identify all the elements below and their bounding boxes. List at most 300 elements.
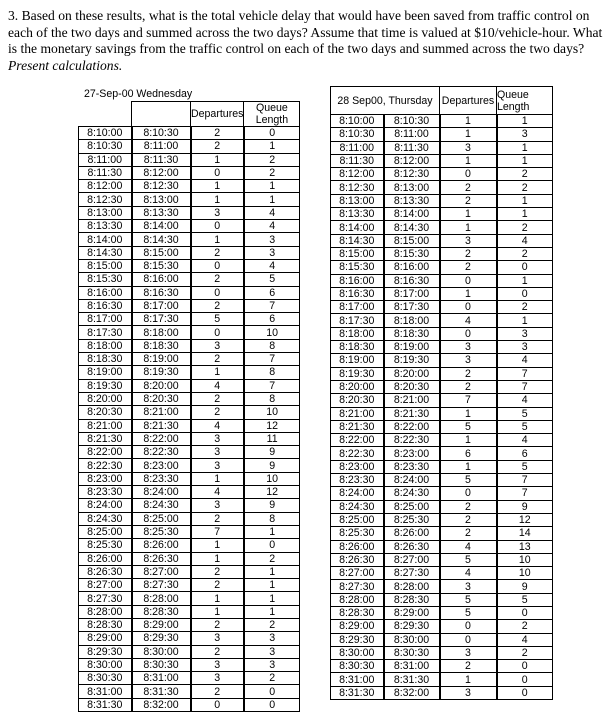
- departures-cell: 1: [440, 221, 497, 234]
- departures-cell: 1: [440, 460, 497, 473]
- departures-cell: 3: [440, 234, 497, 247]
- start-time-cell: 8:22:00: [79, 446, 132, 459]
- start-time-cell: 8:31:30: [331, 686, 384, 699]
- start-time-cell: 8:23:00: [79, 472, 132, 485]
- end-time-cell: 8:20:00: [132, 379, 191, 392]
- departures-cell: 1: [440, 128, 497, 141]
- departures-cell: 4: [440, 314, 497, 327]
- departures-cell: 5: [440, 474, 497, 487]
- queue-length-cell: 1: [244, 605, 300, 618]
- start-time-cell: 8:17:00: [331, 301, 384, 314]
- queue-length-cell: 0: [244, 685, 300, 698]
- queue-length-cell: 7: [244, 299, 300, 312]
- queue-length-cell: 11: [244, 432, 300, 445]
- start-time-cell: 8:16:00: [331, 274, 384, 287]
- wednesday-table: [78, 101, 300, 712]
- table-row: [331, 327, 553, 340]
- end-time-cell: 8:12:00: [384, 154, 440, 167]
- departures-cell: 2: [191, 273, 244, 286]
- departures-cell: 2: [191, 579, 244, 592]
- table-row: [331, 407, 553, 420]
- departures-cell: 1: [440, 115, 497, 128]
- end-time-cell: 8:25:00: [132, 512, 191, 525]
- end-time-cell: 8:23:30: [384, 460, 440, 473]
- departures-cell: 0: [191, 220, 244, 233]
- start-time-cell: 8:31:00: [79, 685, 132, 698]
- table-row: [79, 432, 300, 445]
- end-time-cell: 8:17:30: [132, 313, 191, 326]
- start-time-cell: 8:29:00: [79, 632, 132, 645]
- queue-length-cell: 6: [244, 286, 300, 299]
- queue-length-cell: 8: [244, 392, 300, 405]
- departures-cell: 3: [440, 686, 497, 699]
- left-table-title: 27-Sep-00 Wednesday: [84, 88, 193, 100]
- departures-cell: 2: [440, 500, 497, 513]
- end-time-cell: 8:18:00: [132, 326, 191, 339]
- end-time-cell: 8:16:30: [384, 274, 440, 287]
- table-row: [79, 446, 300, 459]
- departures-cell: 1: [440, 287, 497, 300]
- end-time-cell: 8:22:30: [384, 434, 440, 447]
- departures-cell: 2: [440, 367, 497, 380]
- departures-cell: 3: [191, 446, 244, 459]
- end-time-cell: 8:11:30: [132, 153, 191, 166]
- queue-length-cell: 7: [497, 474, 553, 487]
- table-row: [79, 299, 300, 312]
- start-time-cell: 8:22:30: [79, 459, 132, 472]
- header-row: [331, 87, 553, 115]
- departures-cell: 2: [191, 392, 244, 405]
- end-time-cell: 8:15:00: [384, 234, 440, 247]
- table-row: [79, 353, 300, 366]
- end-time-cell: 8:31:00: [132, 672, 191, 685]
- departures-cell: 3: [440, 580, 497, 593]
- queue-length-cell: 1: [497, 274, 553, 287]
- departures-cell: 3: [191, 206, 244, 219]
- header-queue-length: Queue Length: [497, 87, 553, 115]
- start-time-cell: 8:16:30: [79, 299, 132, 312]
- table-row: [331, 646, 553, 659]
- departures-cell: 1: [191, 153, 244, 166]
- start-time-cell: 8:24:00: [79, 499, 132, 512]
- table-row: [331, 474, 553, 487]
- table-row: [79, 166, 300, 179]
- end-time-cell: 8:25:00: [384, 500, 440, 513]
- departures-cell: 1: [191, 552, 244, 565]
- end-time-cell: 8:31:00: [384, 660, 440, 673]
- departures-cell: 4: [191, 419, 244, 432]
- end-time-cell: 8:27:00: [132, 565, 191, 578]
- table-row: [331, 500, 553, 513]
- departures-cell: 2: [440, 261, 497, 274]
- end-time-cell: 8:24:30: [384, 487, 440, 500]
- departures-cell: 1: [440, 154, 497, 167]
- start-time-cell: 8:16:30: [331, 287, 384, 300]
- end-time-cell: 8:21:30: [384, 407, 440, 420]
- start-time-cell: 8:28:00: [79, 605, 132, 618]
- start-time-cell: 8:20:00: [331, 380, 384, 393]
- table-row: [331, 115, 553, 128]
- start-time-cell: 8:29:30: [79, 645, 132, 658]
- start-time-cell: 8:28:00: [331, 593, 384, 606]
- end-time-cell: 8:12:30: [132, 180, 191, 193]
- departures-cell: 2: [191, 565, 244, 578]
- table-row: [331, 367, 553, 380]
- departures-cell: 5: [440, 593, 497, 606]
- table-row: [331, 274, 553, 287]
- start-time-cell: 8:23:00: [331, 460, 384, 473]
- table-row: [331, 181, 553, 194]
- queue-length-cell: 4: [497, 394, 553, 407]
- table-row: [79, 127, 300, 140]
- question-text: [8, 8, 606, 74]
- table-row: [79, 140, 300, 153]
- table-row: [79, 406, 300, 419]
- table-row: [79, 632, 300, 645]
- header-blank: [79, 102, 132, 127]
- queue-length-cell: 4: [497, 234, 553, 247]
- queue-length-cell: 0: [497, 606, 553, 619]
- queue-length-cell: 7: [497, 380, 553, 393]
- end-time-cell: 8:22:30: [132, 446, 191, 459]
- table-row: [331, 513, 553, 526]
- table-row: [331, 660, 553, 673]
- queue-length-cell: 2: [497, 168, 553, 181]
- departures-cell: 3: [440, 141, 497, 154]
- end-time-cell: 8:13:00: [384, 181, 440, 194]
- queue-length-cell: 1: [244, 140, 300, 153]
- table-row: [331, 460, 553, 473]
- departures-cell: 0: [440, 487, 497, 500]
- queue-length-cell: 3: [497, 128, 553, 141]
- end-time-cell: 8:10:30: [384, 115, 440, 128]
- end-time-cell: 8:31:30: [384, 673, 440, 686]
- start-time-cell: 8:30:30: [331, 660, 384, 673]
- table-row: [331, 301, 553, 314]
- table-row: [79, 512, 300, 525]
- queue-length-cell: 1: [497, 115, 553, 128]
- queue-length-cell: 4: [497, 354, 553, 367]
- table-row: [331, 247, 553, 260]
- end-time-cell: 8:18:30: [132, 339, 191, 352]
- end-time-cell: 8:28:00: [132, 592, 191, 605]
- departures-cell: 3: [191, 499, 244, 512]
- queue-length-cell: 0: [497, 660, 553, 673]
- end-time-cell: 8:30:00: [132, 645, 191, 658]
- queue-length-cell: 4: [497, 633, 553, 646]
- departures-cell: 4: [191, 486, 244, 499]
- queue-length-cell: 2: [244, 552, 300, 565]
- start-time-cell: 8:25:30: [79, 539, 132, 552]
- queue-length-cell: 6: [497, 447, 553, 460]
- start-time-cell: 8:11:00: [79, 153, 132, 166]
- end-time-cell: 8:30:00: [384, 633, 440, 646]
- start-time-cell: 8:14:30: [331, 234, 384, 247]
- end-time-cell: 8:19:30: [132, 366, 191, 379]
- end-time-cell: 8:24:00: [132, 486, 191, 499]
- queue-length-cell: 8: [244, 366, 300, 379]
- table-row: [79, 339, 300, 352]
- departures-cell: 2: [440, 660, 497, 673]
- end-time-cell: 8:11:30: [384, 141, 440, 154]
- table-row: [79, 658, 300, 671]
- departures-cell: 0: [191, 286, 244, 299]
- departures-cell: 2: [191, 685, 244, 698]
- end-time-cell: 8:29:30: [384, 620, 440, 633]
- queue-length-cell: 3: [497, 341, 553, 354]
- departures-cell: 0: [191, 326, 244, 339]
- queue-length-cell: 1: [244, 579, 300, 592]
- departures-cell: 3: [440, 646, 497, 659]
- end-time-cell: 8:26:30: [132, 552, 191, 565]
- departures-cell: 1: [191, 366, 244, 379]
- end-time-cell: 8:13:30: [132, 206, 191, 219]
- start-time-cell: 8:29:30: [331, 633, 384, 646]
- table-row: [79, 180, 300, 193]
- end-time-cell: 8:15:00: [132, 246, 191, 259]
- queue-length-cell: 1: [244, 193, 300, 206]
- end-time-cell: 8:17:00: [384, 287, 440, 300]
- start-time-cell: 8:15:00: [79, 259, 132, 272]
- end-time-cell: 8:18:00: [384, 314, 440, 327]
- table-row: [79, 486, 300, 499]
- queue-length-cell: 3: [244, 246, 300, 259]
- departures-cell: 3: [191, 672, 244, 685]
- queue-length-cell: 10: [244, 472, 300, 485]
- end-time-cell: 8:11:00: [384, 128, 440, 141]
- departures-cell: 0: [440, 274, 497, 287]
- departures-cell: 3: [191, 339, 244, 352]
- departures-cell: 5: [440, 420, 497, 433]
- queue-length-cell: 5: [497, 593, 553, 606]
- queue-length-cell: 12: [497, 513, 553, 526]
- departures-cell: 7: [440, 394, 497, 407]
- table-row: [79, 552, 300, 565]
- start-time-cell: 8:18:00: [79, 339, 132, 352]
- departures-cell: 0: [191, 166, 244, 179]
- table-row: [331, 434, 553, 447]
- queue-length-cell: 9: [497, 500, 553, 513]
- table-row: [79, 525, 300, 538]
- start-time-cell: 8:14:30: [79, 246, 132, 259]
- departures-cell: 2: [191, 127, 244, 140]
- start-time-cell: 8:18:30: [79, 353, 132, 366]
- queue-length-cell: 9: [244, 499, 300, 512]
- table-row: [79, 419, 300, 432]
- table-row: [79, 499, 300, 512]
- start-time-cell: 8:17:00: [79, 313, 132, 326]
- end-time-cell: 8:30:30: [132, 658, 191, 671]
- table-row: [331, 341, 553, 354]
- start-time-cell: 8:28:30: [331, 606, 384, 619]
- queue-length-cell: 10: [244, 406, 300, 419]
- table-row: [331, 540, 553, 553]
- departures-cell: 3: [191, 632, 244, 645]
- question-emphasis: Present calculations.: [8, 57, 123, 73]
- start-time-cell: 8:26:30: [331, 553, 384, 566]
- end-time-cell: 8:19:30: [384, 354, 440, 367]
- end-time-cell: 8:16:00: [384, 261, 440, 274]
- start-time-cell: 8:13:00: [331, 194, 384, 207]
- end-time-cell: 8:24:00: [384, 474, 440, 487]
- queue-length-cell: 5: [497, 420, 553, 433]
- end-time-cell: 8:23:30: [132, 472, 191, 485]
- end-time-cell: 8:29:00: [384, 606, 440, 619]
- end-time-cell: 8:24:30: [132, 499, 191, 512]
- departures-cell: 2: [440, 513, 497, 526]
- end-time-cell: 8:13:30: [384, 194, 440, 207]
- queue-length-cell: 9: [244, 459, 300, 472]
- table-row: [331, 208, 553, 221]
- start-time-cell: 8:19:30: [331, 367, 384, 380]
- table-row: [331, 620, 553, 633]
- table-row: [331, 128, 553, 141]
- table-row: [79, 459, 300, 472]
- table-row: [331, 420, 553, 433]
- end-time-cell: 8:19:00: [132, 353, 191, 366]
- table-row: [331, 194, 553, 207]
- table-row: [331, 686, 553, 699]
- departures-cell: 2: [440, 527, 497, 540]
- table-row: [331, 580, 553, 593]
- queue-length-cell: 3: [497, 327, 553, 340]
- departures-cell: 1: [440, 208, 497, 221]
- queue-length-cell: 5: [497, 407, 553, 420]
- start-time-cell: 8:14:00: [331, 221, 384, 234]
- end-time-cell: 8:27:30: [384, 567, 440, 580]
- queue-length-cell: 4: [244, 220, 300, 233]
- queue-length-cell: 12: [244, 486, 300, 499]
- start-time-cell: 8:18:00: [331, 327, 384, 340]
- end-time-cell: 8:32:00: [384, 686, 440, 699]
- table-row: [79, 592, 300, 605]
- queue-length-cell: 6: [244, 313, 300, 326]
- queue-length-cell: 2: [497, 247, 553, 260]
- departures-cell: 0: [191, 698, 244, 711]
- start-time-cell: 8:12:30: [331, 181, 384, 194]
- table-row: [79, 685, 300, 698]
- queue-length-cell: 8: [244, 339, 300, 352]
- start-time-cell: 8:13:30: [331, 208, 384, 221]
- end-time-cell: 8:15:30: [384, 247, 440, 260]
- queue-length-cell: 7: [244, 353, 300, 366]
- table-row: [331, 141, 553, 154]
- start-time-cell: 8:26:30: [79, 565, 132, 578]
- start-time-cell: 8:27:00: [79, 579, 132, 592]
- table-row: [331, 394, 553, 407]
- start-time-cell: 8:11:30: [331, 154, 384, 167]
- table-row: [331, 287, 553, 300]
- end-time-cell: 8:21:00: [132, 406, 191, 419]
- start-time-cell: 8:30:00: [79, 658, 132, 671]
- end-time-cell: 8:19:00: [384, 341, 440, 354]
- queue-length-cell: 10: [244, 326, 300, 339]
- end-time-cell: 8:27:00: [384, 553, 440, 566]
- table-row: [331, 527, 553, 540]
- queue-length-cell: 4: [497, 434, 553, 447]
- queue-length-cell: 2: [497, 646, 553, 659]
- start-time-cell: 8:15:30: [331, 261, 384, 274]
- end-time-cell: 8:29:00: [132, 618, 191, 631]
- departures-cell: 5: [440, 606, 497, 619]
- end-time-cell: 8:14:30: [384, 221, 440, 234]
- queue-length-cell: 2: [244, 166, 300, 179]
- end-time-cell: 8:14:30: [132, 233, 191, 246]
- queue-length-cell: 0: [244, 127, 300, 140]
- departures-cell: 2: [191, 512, 244, 525]
- start-time-cell: 8:30:30: [79, 672, 132, 685]
- end-time-cell: 8:22:00: [132, 432, 191, 445]
- queue-length-cell: 2: [497, 221, 553, 234]
- departures-cell: 3: [191, 459, 244, 472]
- departures-cell: 3: [440, 341, 497, 354]
- start-time-cell: 8:24:00: [331, 487, 384, 500]
- start-time-cell: 8:21:00: [79, 419, 132, 432]
- end-time-cell: 8:28:30: [384, 593, 440, 606]
- end-time-cell: 8:12:00: [132, 166, 191, 179]
- table-row: [79, 273, 300, 286]
- end-time-cell: 8:32:00: [132, 698, 191, 711]
- departures-cell: 1: [440, 434, 497, 447]
- queue-length-cell: 0: [497, 287, 553, 300]
- queue-length-cell: 2: [244, 672, 300, 685]
- start-time-cell: 8:20:00: [79, 392, 132, 405]
- departures-cell: 0: [191, 259, 244, 272]
- departures-cell: 1: [191, 193, 244, 206]
- queue-length-cell: 1: [497, 194, 553, 207]
- end-time-cell: 8:13:00: [132, 193, 191, 206]
- table-row: [79, 392, 300, 405]
- queue-length-cell: 4: [244, 259, 300, 272]
- start-time-cell: 8:21:30: [331, 420, 384, 433]
- departures-cell: 3: [191, 658, 244, 671]
- departures-cell: 5: [191, 313, 244, 326]
- start-time-cell: 8:30:00: [331, 646, 384, 659]
- queue-length-cell: 10: [497, 567, 553, 580]
- end-time-cell: 8:20:30: [132, 392, 191, 405]
- end-time-cell: 8:25:30: [384, 513, 440, 526]
- wednesday-table-body: [79, 127, 300, 712]
- end-time-cell: 8:17:00: [132, 299, 191, 312]
- table-row: [79, 193, 300, 206]
- queue-length-cell: 4: [244, 206, 300, 219]
- end-time-cell: 8:14:00: [132, 220, 191, 233]
- start-time-cell: 8:14:00: [79, 233, 132, 246]
- end-time-cell: 8:28:00: [384, 580, 440, 593]
- queue-length-cell: 3: [244, 632, 300, 645]
- start-time-cell: 8:26:00: [331, 540, 384, 553]
- table-row: [79, 366, 300, 379]
- table-row: [331, 380, 553, 393]
- table-row: [79, 233, 300, 246]
- end-time-cell: 8:22:00: [384, 420, 440, 433]
- table-row: [79, 539, 300, 552]
- start-time-cell: 8:20:30: [331, 394, 384, 407]
- departures-cell: 2: [191, 353, 244, 366]
- table-row: [79, 645, 300, 658]
- end-time-cell: 8:31:30: [132, 685, 191, 698]
- start-time-cell: 8:21:00: [331, 407, 384, 420]
- departures-cell: 2: [440, 380, 497, 393]
- start-time-cell: 8:13:30: [79, 220, 132, 233]
- table-row: [79, 313, 300, 326]
- queue-length-cell: 7: [244, 379, 300, 392]
- start-time-cell: 8:27:00: [331, 567, 384, 580]
- queue-length-cell: 9: [497, 580, 553, 593]
- start-time-cell: 8:10:00: [331, 115, 384, 128]
- queue-length-cell: 2: [497, 301, 553, 314]
- table-row: [79, 259, 300, 272]
